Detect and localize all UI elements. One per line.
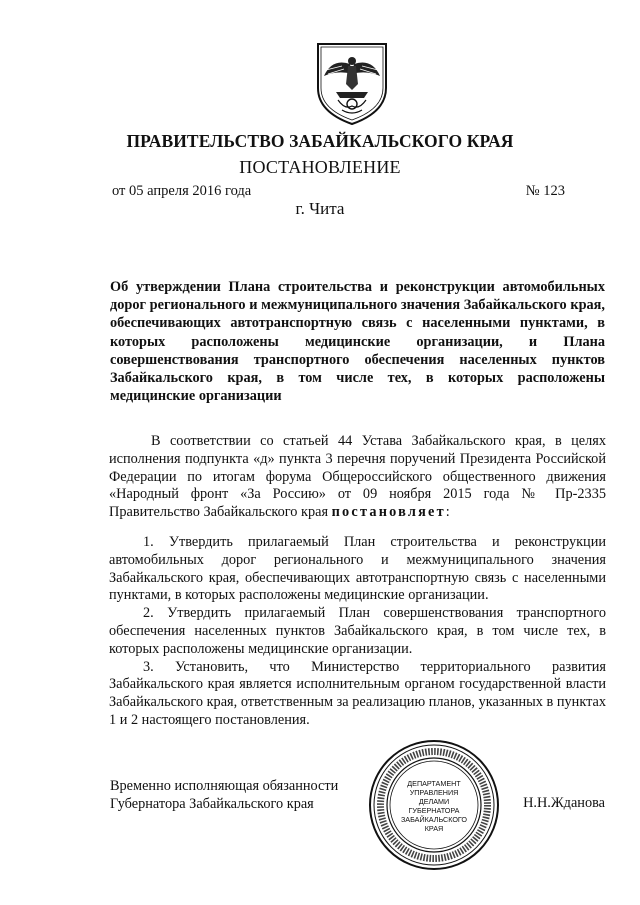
government-title: ПРАВИТЕЛЬСТВО ЗАБАЙКАЛЬСКОГО КРАЯ (126, 131, 514, 151)
seal-line-3: ДЕЛАМИ (418, 797, 450, 806)
signatory-position-line-2: Губернатора Забайкальского края (110, 796, 314, 812)
preamble-paragraph (109, 433, 606, 522)
decree-word: постановляет (331, 504, 446, 521)
document-body (109, 433, 606, 730)
coat-of-arms-icon (312, 40, 392, 126)
document-city: г. Чита (295, 199, 345, 218)
seal-line-2: УПРАВЛЕНИЯ (409, 788, 459, 797)
item-1: 1. Утвердить прилагаемый План строительства и реконструкции автомобильных дорог регионального и межмуниципального значения Забайкальского края, обеспечивающих автотранспортную связь с населенными пунктами, в которых расположены медицинские организации. (109, 533, 606, 604)
document-date: от 05 апреля 2016 года (112, 183, 252, 199)
official-seal-icon (367, 738, 501, 872)
document-type: ПОСТАНОВЛЕНИЕ (239, 157, 401, 177)
item-2: 2. Утвердить прилагаемый План совершенствования транспортного обеспечения населенных пунктов Забайкальского края, в том числе тех, в которых расположены медицинские организации. (109, 605, 606, 657)
signatory-name: Н.Н.Жданова (523, 795, 605, 811)
signatory-position (110, 777, 338, 813)
seal-line-4: ГУБЕРНАТОРА (408, 806, 460, 815)
preamble-text: В соответствии со статьей 44 Устава Забайкальского края, в целях исполнения подпункта «д» пункта 3 перечня поручений Президента Российской Федерации по итогам форума Общероссийского общественного движения «Народный фронт «За Россию» от 09 ноября 2015 года № Пр-2335 Правительство Забайкальского края (109, 433, 606, 521)
seal-line-5: ЗАБАЙКАЛЬСКОГО (400, 815, 468, 824)
item-3: 3. Установить, что Министерство территориального развития Забайкальского края является исполнительным органом государственной власти Забайкальского края, ответственным за реализацию планов, указанных в пунктах 1 и 2 настоящего постановления. (109, 658, 606, 728)
document-number: № 123 (525, 183, 565, 199)
signatory-position-line-1: Временно исполняющая обязанности (110, 778, 339, 794)
seal-line-6: КРАЯ (424, 824, 444, 833)
seal-line-1: ДЕПАРТАМЕНТ (407, 779, 461, 788)
decree-colon: : (445, 504, 450, 521)
document-subject: Об утверждении Плана строительства и реконструкции автомобильных дорог регионального и межмуниципального значения Забайкальского края, обеспечивающих автотранспортную связь с населенными пунктами, в которых расположены медицинские организации, и Плана совершенствования транспортного обеспечения населенных пунктов Забайкальского края, в том числе тех, в которых расположены медицинские организации (110, 279, 605, 405)
